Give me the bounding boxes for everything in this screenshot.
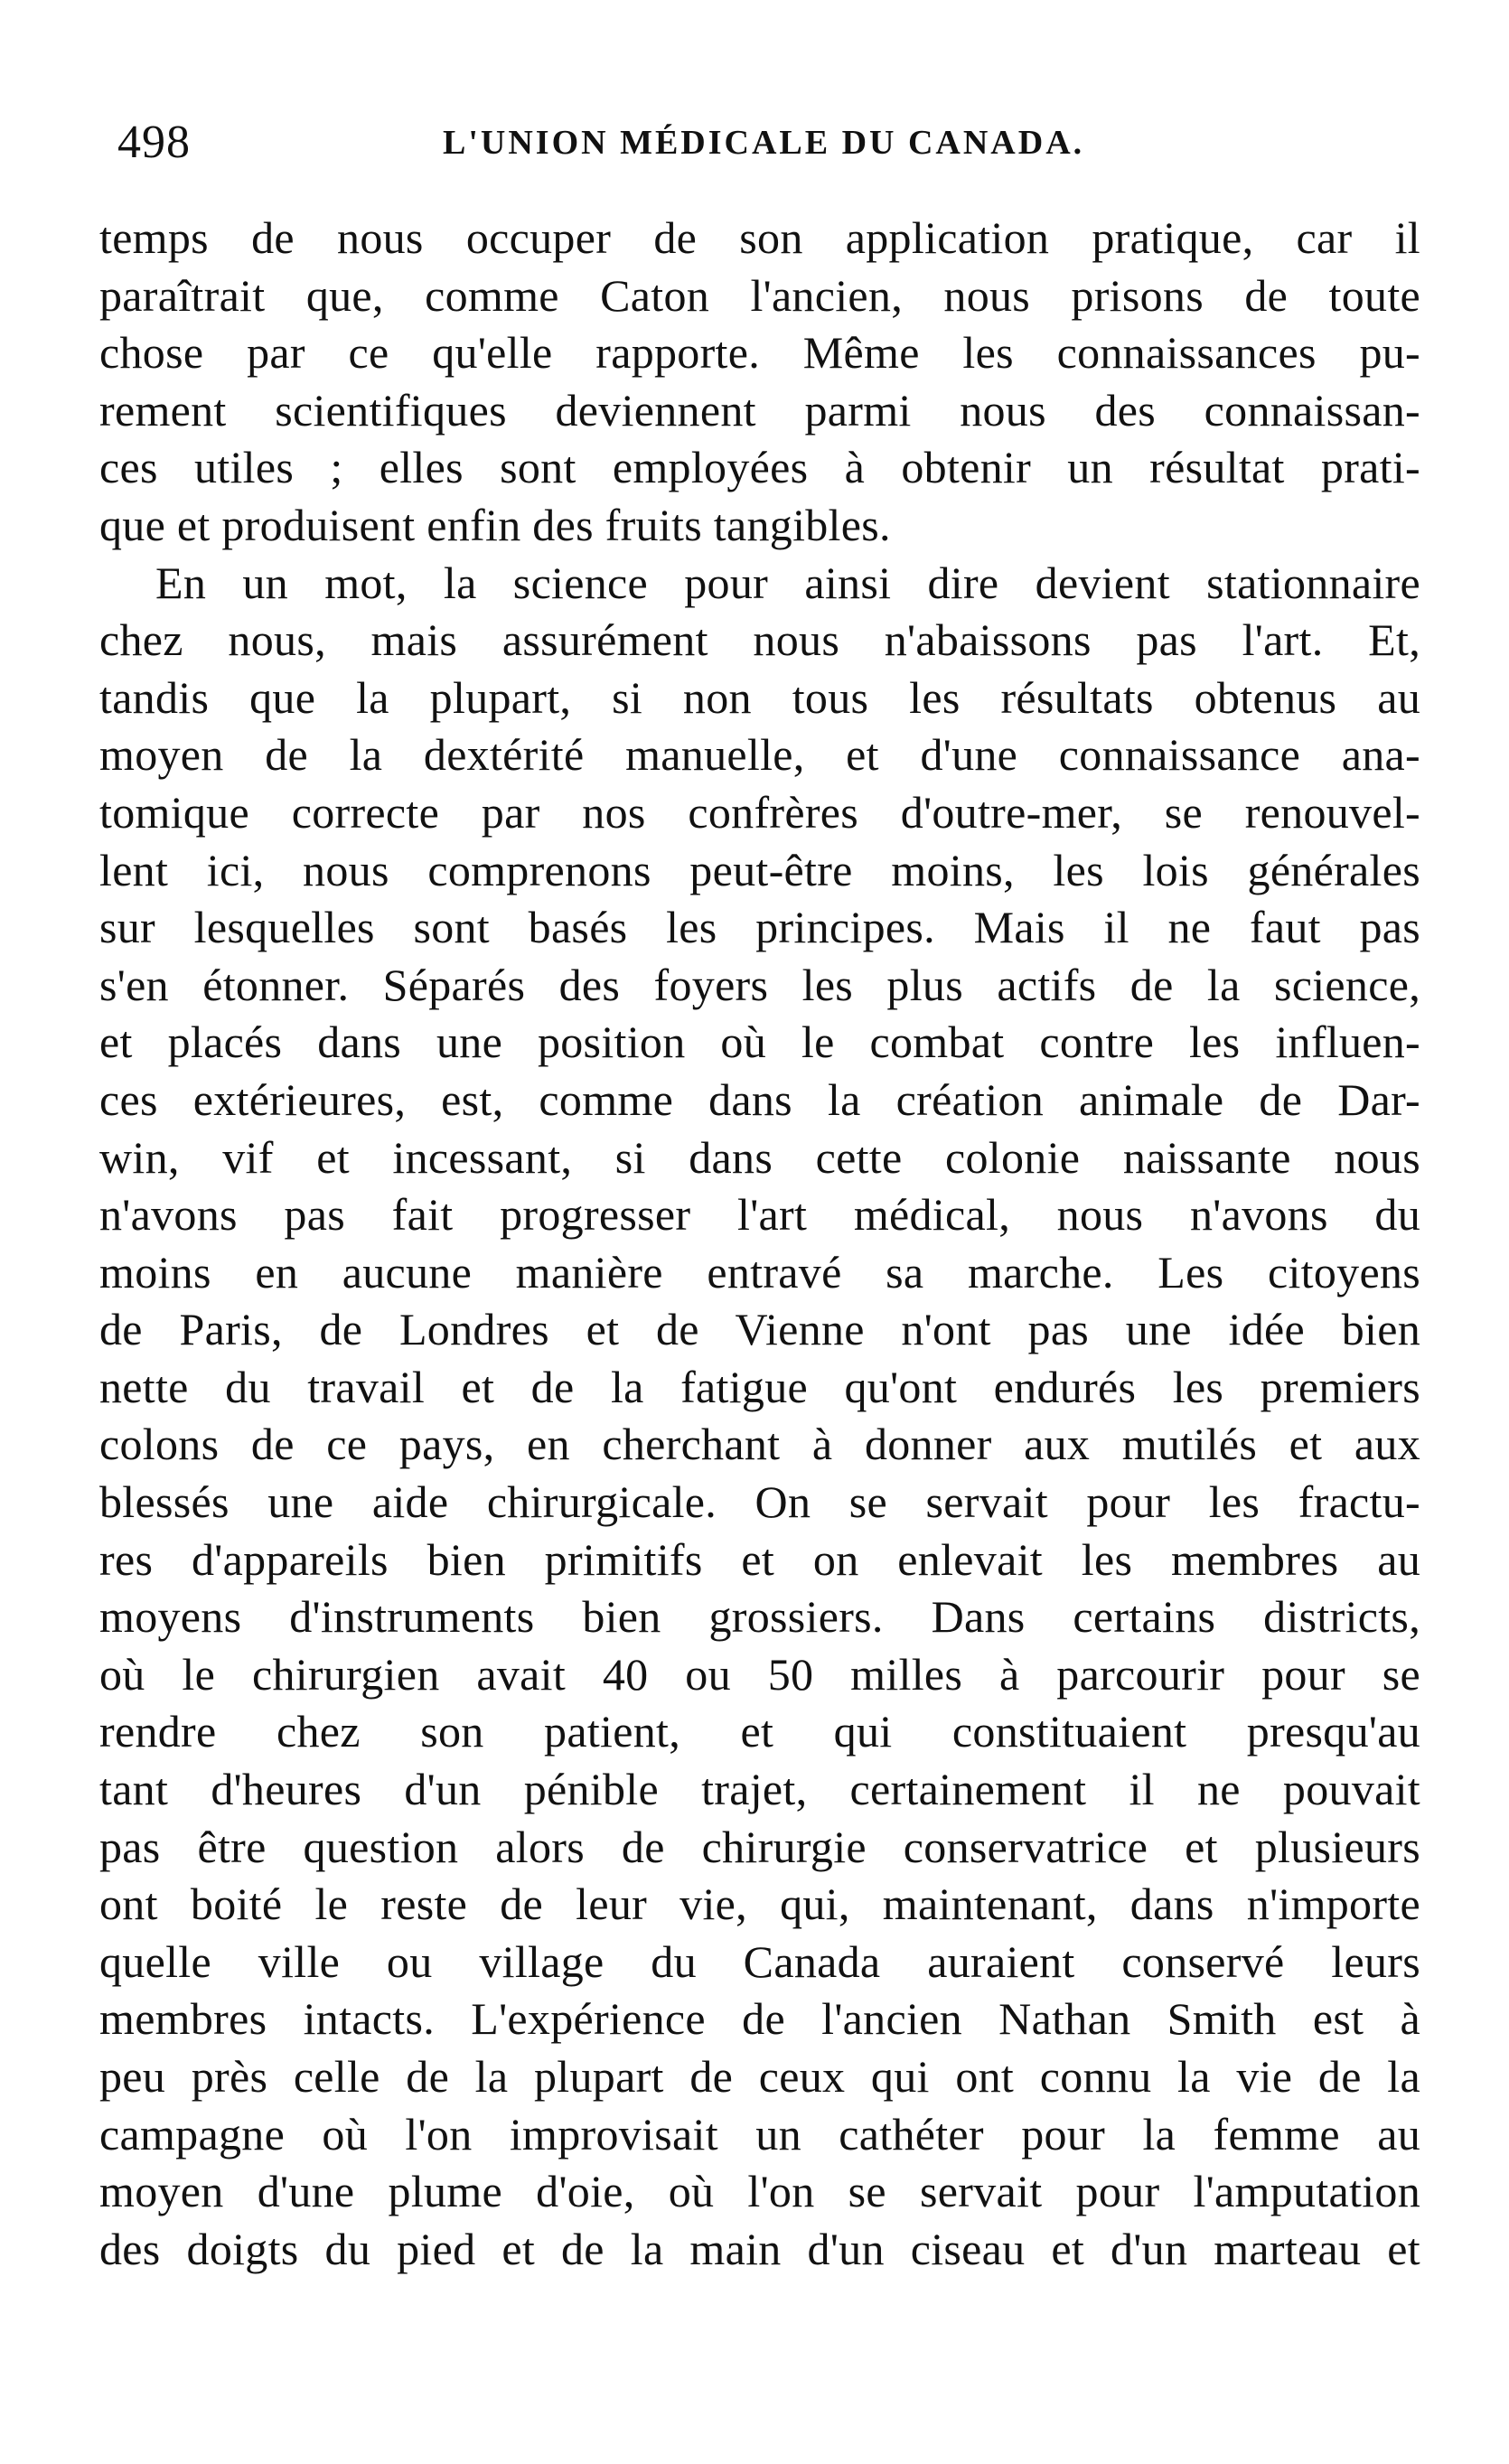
- text-line: des doigts du pied et de la main d'un ciseau et d'un marteau et: [99, 2223, 1420, 2274]
- page-header: [117, 107, 1419, 179]
- text-line: rendre chez son patient, et qui constituaient presqu'au: [99, 1706, 1420, 1757]
- text-line: En un mot, la science pour ainsi dire devient stationnaire: [155, 557, 1420, 608]
- text-line: res d'appareils bien primitifs et on enlevait les membres au: [99, 1533, 1420, 1585]
- text-line: lent ici, nous comprenons peut-être moins, les lois générales: [99, 844, 1420, 895]
- text-line: ces extérieures, est, comme dans la création animale de Dar-: [99, 1073, 1420, 1125]
- text-line: ces utiles ; elles sont employées à obtenir un résultat prati-: [99, 442, 1420, 493]
- text-line: paraîtrait que, comme Caton l'ancien, nous prisons de toute: [99, 269, 1420, 321]
- text-line: moins en aucune manière entravé sa marche. Les citoyens: [99, 1246, 1420, 1298]
- text-line: chose par ce qu'elle rapporte. Même les connaissances pu-: [99, 327, 1420, 379]
- text-line: tomique correcte par nos confrères d'outre-mer, se renouvel-: [99, 786, 1420, 838]
- text-line: campagne où l'on improvisait un cathéter pour la femme au: [99, 2108, 1420, 2160]
- text-line: rement scientifiques deviennent parmi nous des connaissan-: [99, 384, 1420, 436]
- text-line: sur lesquelles sont basés les principes. Mais il ne faut pas: [99, 902, 1420, 953]
- text-line: membres intacts. L'expérience de l'ancien Nathan Smith est à: [99, 1993, 1420, 2045]
- text-line: blessés une aide chirurgicale. On se servait pour les fractu-: [99, 1476, 1420, 1528]
- text-line: de Paris, de Londres et de Vienne n'ont pas une idée bien: [99, 1304, 1420, 1355]
- text-line: moyen de la dextérité manuelle, et d'une connaissance ana-: [99, 729, 1420, 781]
- text-line: chez nous, mais assurément nous n'abaissons pas l'art. Et,: [99, 614, 1420, 666]
- text-line: win, vif et incessant, si dans cette colonie naissante nous: [99, 1131, 1420, 1183]
- text-line: quelle ville ou village du Canada auraient conservé leurs: [99, 1935, 1420, 1987]
- text-line: n'avons pas fait progresser l'art médical, nous n'avons du: [99, 1189, 1420, 1241]
- body-text: [99, 210, 1420, 2278]
- text-line: peu près celle de la plupart de ceux qui ont connu la vie de la: [99, 2051, 1420, 2102]
- text-line: colons de ce pays, en cherchant à donner aux mutilés et aux: [99, 1419, 1420, 1470]
- text-line: nette du travail et de la fatigue qu'ont endurés les premiers: [99, 1361, 1420, 1412]
- text-line: tandis que la plupart, si non tous les résultats obtenus au: [99, 671, 1420, 723]
- text-line: moyens d'instruments bien grossiers. Dans certains districts,: [99, 1591, 1420, 1643]
- page-number: 498: [117, 117, 191, 168]
- text-line: où le chirurgien avait 40 ou 50 milles à parcourir pour se: [99, 1648, 1420, 1700]
- text-line: et placés dans une position où le combat contre les influen-: [99, 1017, 1420, 1068]
- text-line: s'en étonner. Séparés des foyers les plus actifs de la science,: [99, 959, 1420, 1010]
- text-line: tant d'heures d'un pénible trajet, certainement il ne pouvait: [99, 1764, 1420, 1815]
- running-head: L'UNION MÉDICALE DU CANADA.: [443, 124, 1085, 162]
- text-line: ont boité le reste de leur vie, qui, maintenant, dans n'importe: [99, 1878, 1420, 1930]
- text-line: pas être question alors de chirurgie conservatrice et plusieurs: [99, 1821, 1420, 1872]
- text-line: moyen d'une plume d'oie, où l'on se servait pour l'amputation: [99, 2166, 1420, 2217]
- text-line: temps de nous occuper de son application pratique, car il: [99, 212, 1420, 263]
- text-line: que et produisent enfin des fruits tangibles.: [99, 499, 891, 550]
